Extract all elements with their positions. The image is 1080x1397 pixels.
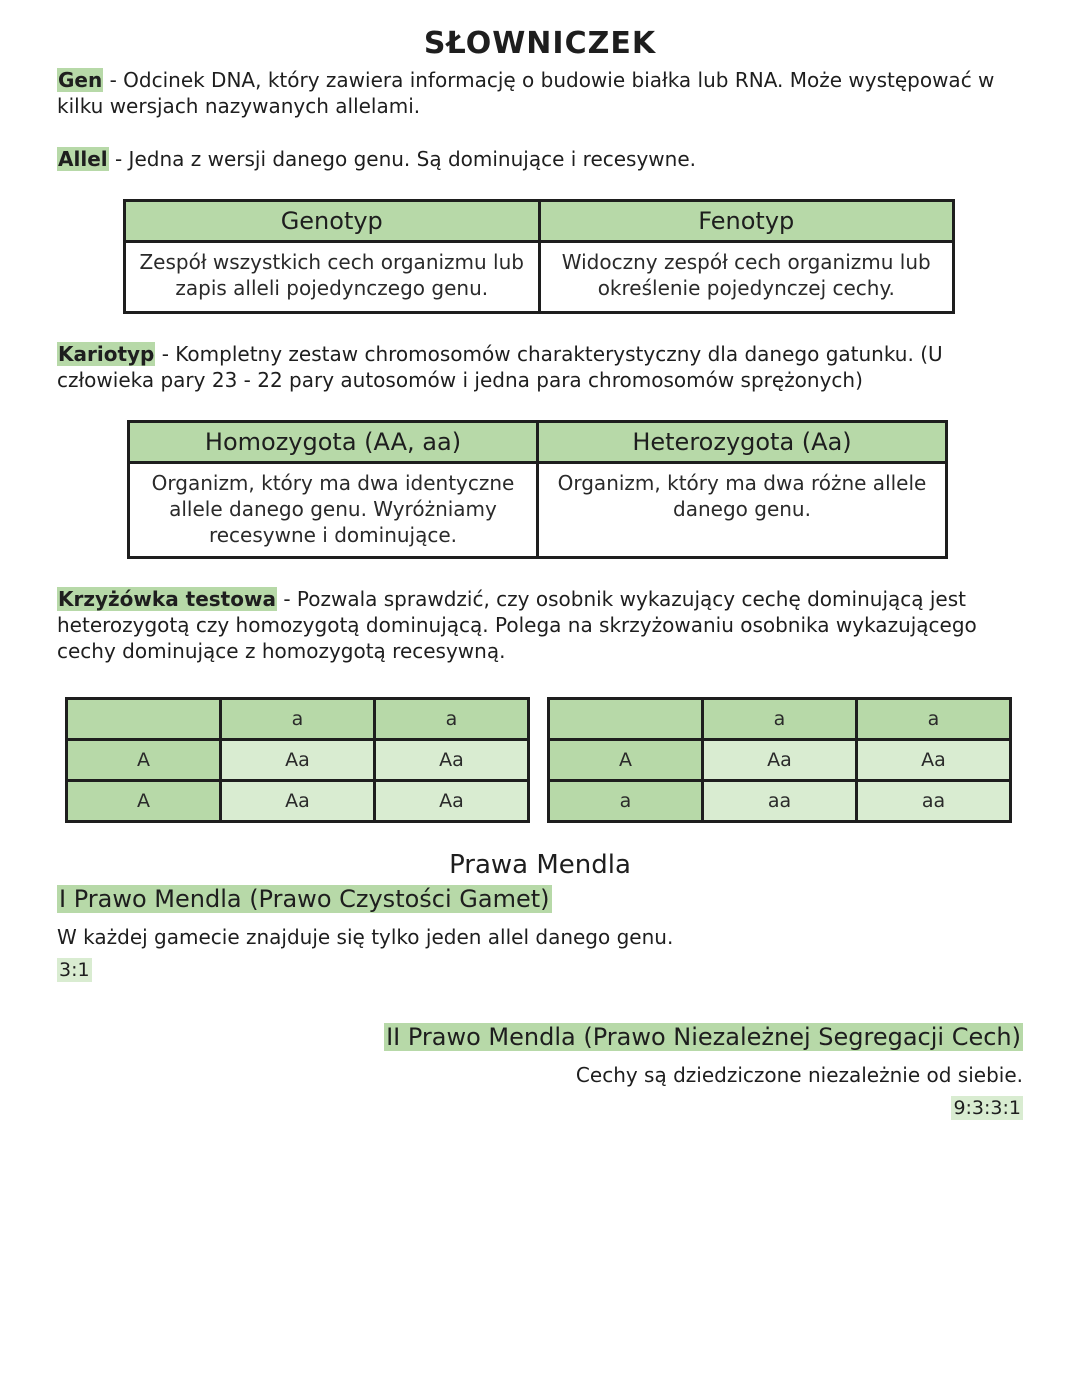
punnett-square-right [547, 697, 1012, 823]
punnett-row-header: A [67, 740, 221, 781]
punnett-cell: Aa [375, 781, 529, 822]
law1-text: W każdej gamecie znajduje się tylko jeden allel danego genu. [57, 925, 674, 949]
punnett-corner [549, 699, 703, 740]
punnett-square-left [65, 697, 530, 823]
cell-heterozygota: Organizm, który ma dwa różne allele danego genu. [538, 463, 947, 558]
punnett-row-header: a [549, 781, 703, 822]
punnett-col-header: a [221, 699, 375, 740]
definition-allel [57, 146, 1037, 172]
page-title: SŁOWNICZEK [423, 26, 657, 61]
cell-fenotyp: Widoczny zespół cech organizmu lub określenie pojedynczej cechy. [539, 242, 954, 313]
mendel-section-title: Prawa Mendla [449, 850, 631, 880]
term-kariotyp: Kariotyp [58, 342, 155, 366]
punnett-cell: Aa [375, 740, 529, 781]
zygosity-table [127, 420, 948, 559]
law2-ratio: 9:3:3:1 [953, 1097, 1021, 1119]
definition-kariotyp-text: - Kompletny zestaw chromosomów charakterystyczny dla danego gatunku. (U człowieka pary 23 - 22 pary autosomów i jedna para chromosomów sprężonych) [57, 342, 943, 392]
definition-kariotyp [57, 341, 1037, 393]
definition-allel-text: - Jedna z wersji danego genu. Są dominujące i recesywne. [108, 147, 697, 171]
punnett-row-header: A [549, 740, 703, 781]
genotype-phenotype-table [123, 199, 955, 314]
law2-text: Cechy są dziedziczone niezależnie od siebie. [575, 1063, 1023, 1087]
punnett-cell: aa [703, 781, 857, 822]
term-gen: Gen [58, 68, 103, 92]
term-allel: Allel [58, 147, 108, 171]
law1-ratio: 3:1 [59, 959, 90, 981]
law1-ratio-block [57, 959, 92, 981]
punnett-cell: Aa [857, 740, 1011, 781]
definition-krzyzowka [57, 586, 1037, 664]
definition-gen [57, 67, 1037, 119]
law2-title: II Prawo Mendla (Prawo Niezależnej Segregacji Cech) [386, 1023, 1021, 1051]
punnett-col-header: a [375, 699, 529, 740]
header-fenotyp: Fenotyp [539, 201, 954, 242]
header-genotyp: Genotyp [125, 201, 540, 242]
punnett-row-header: A [67, 781, 221, 822]
punnett-cell: Aa [703, 740, 857, 781]
punnett-cell: aa [857, 781, 1011, 822]
law1-block [57, 885, 552, 913]
law2-ratio-block [951, 1097, 1023, 1119]
definition-krzyzowka-text: - Pozwala sprawdzić, czy osobnik wykazujący cechę dominującą jest heterozygotą czy homozygotą dominującą. Polega na skrzyżowaniu osobnika wykazującego cechy dominujące z homozygotą recesywną. [57, 587, 977, 663]
punnett-cell: Aa [221, 781, 375, 822]
punnett-corner [67, 699, 221, 740]
law2-block [384, 1023, 1023, 1051]
law1-title: I Prawo Mendla (Prawo Czystości Gamet) [59, 885, 550, 913]
punnett-col-header: a [857, 699, 1011, 740]
term-krzyzowka: Krzyżówka testowa [58, 587, 276, 611]
cell-genotyp: Zespół wszystkich cech organizmu lub zapis alleli pojedynczego genu. [125, 242, 540, 313]
punnett-col-header: a [703, 699, 857, 740]
cell-homozygota: Organizm, który ma dwa identyczne allele danego genu. Wyróżniamy recesywne i dominujące. [129, 463, 538, 558]
header-homozygota: Homozygota (AA, aa) [129, 422, 538, 463]
punnett-cell: Aa [221, 740, 375, 781]
definition-gen-text: - Odcinek DNA, który zawiera informację o budowie białka lub RNA. Może występować w kilku wersjach nazywanych allelami. [57, 68, 995, 118]
header-heterozygota: Heterozygota (Aa) [538, 422, 947, 463]
